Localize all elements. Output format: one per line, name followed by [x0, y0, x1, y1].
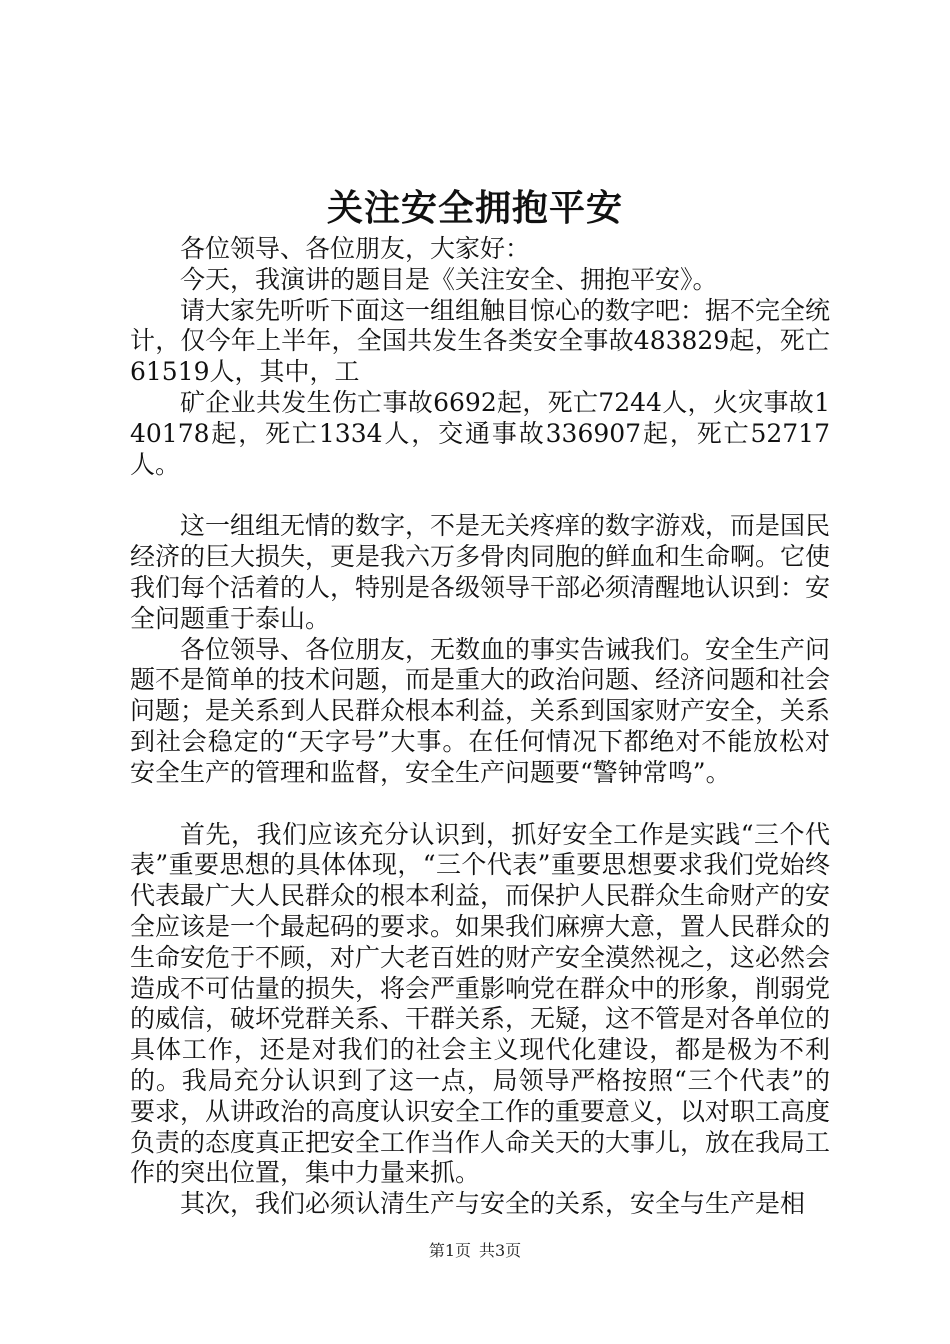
page-number-current: 第1页 [428, 1241, 471, 1260]
paragraph-numbers-meaning: 这一组组无情的数字，不是无关疼痒的数字游戏，而是国民经济的巨大损失，更是我六万多骨肉同胞的鲜血和生命啊。它使我们每个活着的人，特别是各级领导干部必须清醒地认识到：安全问题重于泰山。 [130, 511, 831, 633]
paragraph-statistics: 请大家先听听下面这一组组触目惊心的数字吧：据不完全统计，仅今年上半年，全国共发生各类安全事故483829起，死亡61519人，其中，工 [130, 295, 831, 387]
paragraph-second-point: 其次，我们必须认清生产与安全的关系，安全与生产是相 [180, 1189, 806, 1219]
paragraph-first-point: 首先，我们应该充分认识到，抓好安全工作是实践“三个代表”重要思想的具体体现，“三个代表”重要思想要求我们党始终代表最广大人民群众的根本利益，而保护人民群众生命财产的安全应该是一个最起码的要求。如果我们麻痹大意，置人民群众的生命安危于不顾，对广大老百姓的财产安全漠然视之，这必然会造成不可估量的损失，将会严重影响党在群众中的形象，削弱党的威信，破坏党群关系、干群关系，无疑，这不管是对各单位的具体工作，还是对我们的社会主义现代化建设，都是极为不利的。我局充分认识到了这一点，局领导严格按照“三个代表”的要求，从讲政治的高度认识安全工作的重要意义，以对职工高度负责的态度真正把安全工作当作人命关天的大事儿，放在我局工作的突出位置，集中力量来抓。 [130, 819, 831, 1188]
document-body [130, 234, 830, 1220]
paragraph-greeting: 各位领导、各位朋友，大家好： [180, 234, 531, 263]
page-footer [0, 1240, 950, 1262]
paragraph-statistics-continued: 矿企业共发生伤亡事故6692起，死亡7244人，火灾事故140178起，死亡1334人，交通事故336907起，死亡52717人。 [130, 387, 830, 479]
paragraph-safety-importance: 各位领导、各位朋友，无数血的事实告诫我们。安全生产问题不是简单的技术问题，而是重大的政治问题、经济问题和社会问题；是关系到人民群众根本利益，关系到国家财产安全，关系到社会稳定的“天字号”大事。在任何情况下都绝对不能放松对安全生产的管理和监督，安全生产问题要“警钟常鸣”。 [130, 634, 831, 787]
paragraph-topic: 今天，我演讲的题目是《关注安全、拥抱平安》。 [180, 264, 718, 294]
page-number-total: 共3页 [479, 1241, 522, 1260]
document-title: 关注安全拥抱平安 [326, 187, 623, 229]
